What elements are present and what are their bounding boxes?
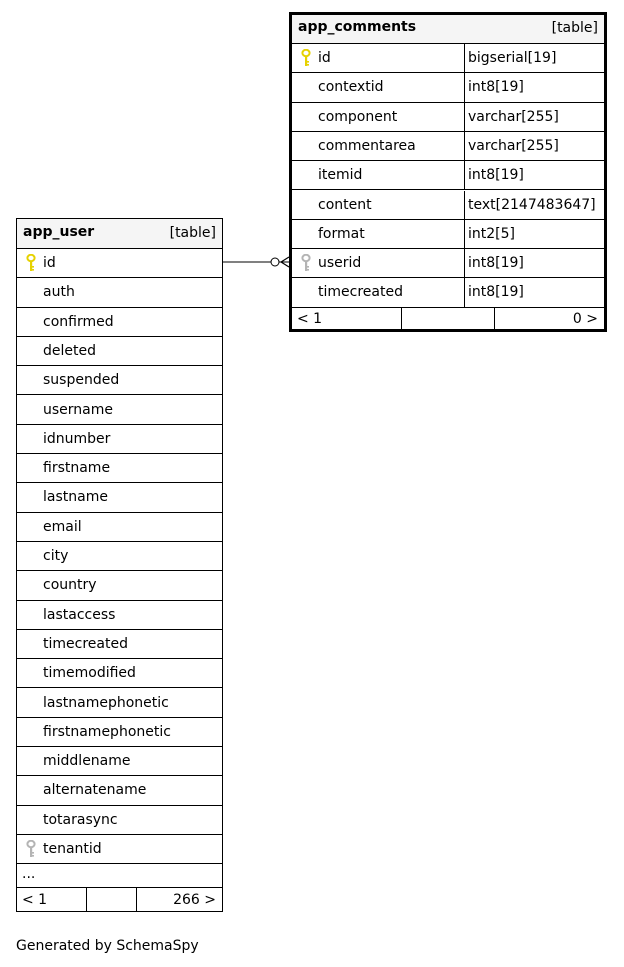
column-name: itemid bbox=[318, 167, 363, 184]
column-row bbox=[17, 396, 222, 425]
column-row bbox=[17, 776, 222, 805]
column-name: id bbox=[43, 255, 56, 271]
column-row bbox=[292, 278, 604, 307]
column-row bbox=[17, 425, 222, 454]
column-name: content bbox=[318, 196, 372, 213]
generator-credit: Generated by SchemaSpy bbox=[16, 938, 199, 954]
foreign-key-icon bbox=[301, 254, 311, 272]
column-name: auth bbox=[43, 284, 75, 301]
column-divider bbox=[464, 132, 465, 161]
primary-key-icon bbox=[301, 49, 311, 67]
column-row bbox=[292, 103, 604, 132]
column-name: id bbox=[318, 50, 331, 66]
column-row bbox=[17, 483, 222, 512]
column-row bbox=[292, 44, 604, 73]
column-divider bbox=[464, 44, 465, 73]
column-row bbox=[17, 249, 222, 278]
column-name: userid bbox=[318, 255, 362, 272]
table-header bbox=[292, 15, 604, 44]
children-count: 266 > bbox=[173, 892, 216, 908]
column-name: contextid bbox=[318, 79, 384, 96]
foreign-key-icon bbox=[26, 840, 36, 858]
column-row bbox=[292, 249, 604, 278]
column-name: component bbox=[318, 108, 398, 125]
table-footer bbox=[292, 307, 604, 331]
column-type: varchar[255] bbox=[468, 108, 559, 125]
column-name: email bbox=[43, 518, 82, 535]
column-row bbox=[17, 747, 222, 776]
table-app-comments bbox=[289, 12, 607, 332]
column-type: int8[19] bbox=[468, 255, 524, 272]
crows-foot-icon bbox=[281, 257, 289, 267]
column-divider bbox=[464, 73, 465, 102]
column-name: confirmed bbox=[43, 313, 114, 330]
column-name: idnumber bbox=[43, 430, 111, 447]
column-name: middlename bbox=[43, 753, 131, 770]
column-name: lastname bbox=[43, 489, 108, 506]
column-name: timecreated bbox=[318, 284, 403, 301]
column-name: username bbox=[43, 401, 113, 418]
column-row bbox=[292, 132, 604, 161]
footer-divider bbox=[136, 888, 137, 912]
column-type: text[2147483647] bbox=[468, 196, 596, 213]
column-type: varchar[255] bbox=[468, 137, 559, 154]
column-row bbox=[292, 220, 604, 249]
column-divider bbox=[464, 191, 465, 220]
column-row bbox=[292, 73, 604, 102]
column-row bbox=[17, 278, 222, 307]
column-row bbox=[292, 191, 604, 220]
column-row bbox=[17, 835, 222, 864]
table-kind: [table] bbox=[551, 20, 598, 36]
table-app-user bbox=[16, 218, 223, 912]
column-row bbox=[17, 630, 222, 659]
column-name: tenantid bbox=[43, 841, 102, 857]
column-name: timecreated bbox=[43, 635, 128, 652]
more-columns bbox=[17, 864, 222, 888]
column-name: commentarea bbox=[318, 137, 416, 154]
column-divider bbox=[464, 161, 465, 190]
table-name: app_comments bbox=[298, 19, 417, 35]
children-count: 0 > bbox=[572, 311, 598, 327]
column-row bbox=[17, 308, 222, 337]
primary-key-icon bbox=[26, 254, 36, 272]
column-name: format bbox=[318, 225, 365, 242]
column-name: country bbox=[43, 577, 97, 594]
column-type: int2[5] bbox=[468, 225, 515, 242]
column-divider bbox=[464, 220, 465, 249]
column-type: int8[19] bbox=[468, 167, 524, 184]
column-row bbox=[292, 161, 604, 190]
footer-divider bbox=[401, 307, 402, 331]
column-name: alternatename bbox=[43, 782, 147, 799]
column-row bbox=[17, 513, 222, 542]
column-row bbox=[17, 601, 222, 630]
column-row bbox=[17, 571, 222, 600]
column-divider bbox=[464, 103, 465, 132]
column-row bbox=[17, 542, 222, 571]
column-type: bigserial[19] bbox=[468, 50, 557, 66]
footer-divider bbox=[494, 307, 495, 331]
table-kind: [table] bbox=[169, 225, 216, 241]
column-name: lastaccess bbox=[43, 606, 116, 623]
parents-count: < 1 bbox=[297, 311, 323, 327]
parents-count: < 1 bbox=[22, 892, 48, 908]
more-columns-indicator: ... bbox=[22, 866, 36, 882]
table-footer bbox=[17, 888, 222, 912]
column-name: firstnamephonetic bbox=[43, 723, 171, 740]
column-name: timemodified bbox=[43, 665, 136, 682]
column-row bbox=[17, 806, 222, 835]
column-type: int8[19] bbox=[468, 284, 524, 301]
table-header bbox=[17, 219, 222, 249]
table-name: app_user bbox=[23, 224, 95, 240]
column-row bbox=[17, 718, 222, 747]
column-row bbox=[17, 366, 222, 395]
column-name: firstname bbox=[43, 460, 111, 477]
column-type: int8[19] bbox=[468, 79, 524, 96]
column-row bbox=[17, 337, 222, 366]
column-row bbox=[17, 689, 222, 718]
column-divider bbox=[464, 249, 465, 278]
column-name: city bbox=[43, 548, 69, 564]
column-row bbox=[17, 659, 222, 688]
zero-cardinality-icon bbox=[271, 258, 279, 266]
column-name: suspended bbox=[43, 372, 120, 389]
column-name: lastnamephonetic bbox=[43, 694, 169, 711]
column-name: totarasync bbox=[43, 811, 118, 828]
footer-divider bbox=[86, 888, 87, 912]
column-divider bbox=[464, 278, 465, 307]
column-row bbox=[17, 454, 222, 483]
column-name: deleted bbox=[43, 342, 96, 359]
